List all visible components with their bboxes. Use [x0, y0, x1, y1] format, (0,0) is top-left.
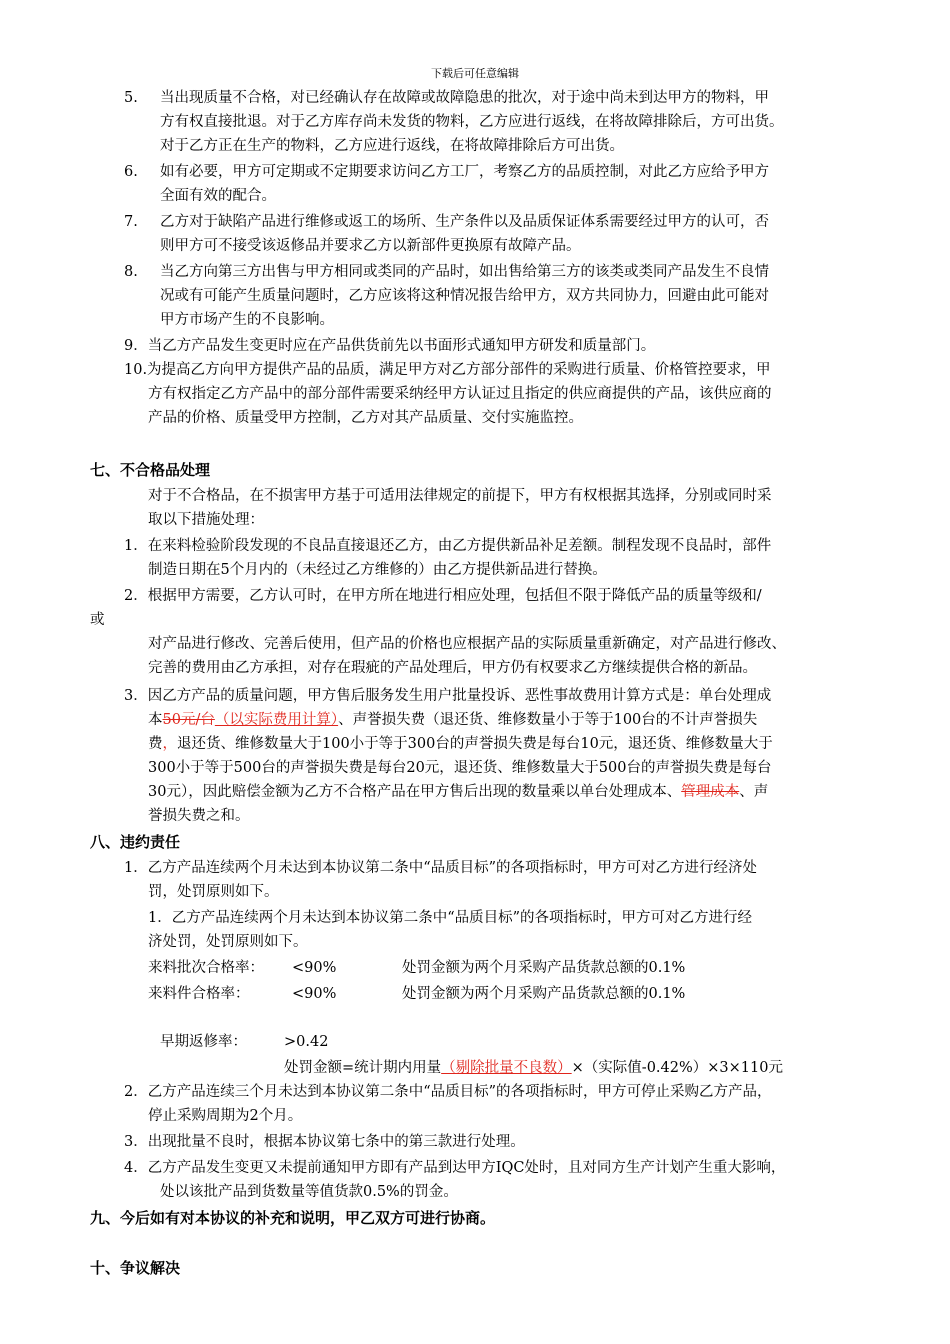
item-5-number: 5. — [124, 90, 138, 106]
rule-1-threshold: <90% — [292, 960, 337, 976]
section-8-item-1-line-2: 罚，处罚原则如下。 — [148, 884, 279, 900]
section-7-item-3-line-2 — [148, 710, 757, 730]
item-10-line-1: 10.为提高乙方向甲方提供产品的品质，满足甲方对乙方部分部件的采购进行质量、价格管控要求，甲 — [124, 362, 771, 378]
item-10-line-2: 方有权指定乙方产品中的部分部件需要采纳经甲方认证过且指定的供应商提供的产品，该供应商的 — [148, 386, 772, 402]
section-8-item-2-line-2: 停止采购周期为2个月。 — [148, 1108, 303, 1124]
section-7-intro-line-2: 取以下措施处理： — [148, 512, 264, 528]
rule-1-penalty: 处罚金额为两个月采购产品货款总额的0.1% — [402, 960, 686, 976]
section-8-item-1b-line-2: 济处罚，处罚原则如下。 — [148, 934, 308, 950]
section-8-item-4-line-2: 处以该批产品到货数量等值货款0.5%的罚金。 — [160, 1184, 458, 1200]
section-7-heading: 七、不合格品处理 — [90, 461, 211, 479]
section-8-item-3: 3．出现批量不良时，根据本协议第七条中的第三款进行处理。 — [124, 1134, 525, 1150]
text-run: ×（实际值-0.42%）×3×110元 — [571, 1060, 783, 1076]
section-9-heading: 九、今后如有对本协议的补充和说明，甲乙双方可进行协商。 — [90, 1209, 496, 1227]
inserted-text: （以实际费用计算） — [214, 712, 339, 728]
section-8-item-1b-line-1: 1．乙方产品连续两个月未达到本协议第二条中“品质目标”的各项指标时，甲方可对乙方进行经 — [148, 910, 753, 926]
section-8-item-1-line-1: 1．乙方产品连续两个月未达到本协议第二条中“品质目标”的各项指标时，甲方可对乙方进行经济处 — [124, 860, 758, 876]
item-8-line-1: 当乙方向第三方出售与甲方相同或类同的产品时，如出售给第三方的该类或类同产品发生不良情 — [160, 264, 769, 280]
section-7-item-3-line-4: 300小于等于500台的声誉损失费是每台20元，退还货、维修数量大于500台的声誉损失费是每台 — [148, 760, 772, 776]
deleted-text: 管理成本 — [681, 784, 740, 800]
item-7-line-2: 则甲方可不接受该返修品并要求乙方以新部件更换原有故障产品。 — [160, 238, 581, 254]
item-6-line-1: 如有必要，甲方可定期或不定期要求访问乙方工厂，考察乙方的品质控制，对此乙方应给予甲方 — [160, 164, 769, 180]
section-7-item-3-line-3 — [148, 734, 773, 754]
rule-1-label: 来料批次合格率： — [148, 960, 264, 976]
text-run: 退还货、维修数量大于100小于等于300台的声誉损失费是每台10元，退还货、维修数量大于 — [177, 736, 773, 752]
section-8-heading: 八、违约责任 — [90, 833, 181, 851]
text-run: 费 — [148, 736, 163, 752]
item-6-line-2: 全面有效的配合。 — [160, 188, 276, 204]
section-7-item-3-line-6: 誉损失费之和。 — [148, 808, 250, 824]
section-7-item-1-line-1: 1．在来料检验阶段发现的不良品直接退还乙方，由乙方提供新品补足差额。制程发现不良品时，部件 — [124, 538, 772, 554]
text-run: 、声 — [739, 784, 769, 800]
item-8-line-2: 况或有可能产生质量问题时，乙方应该将这种情况报告给甲方，双方共同协力，回避由此可能对 — [160, 288, 769, 304]
text-run: 处罚金额=统计期内用量 — [284, 1060, 442, 1076]
item-10-line-3: 产品的价格、质量受甲方控制，乙方对其产品质量、交付实施监控。 — [148, 410, 583, 426]
rule-3-formula — [284, 1058, 783, 1078]
text-run: 、声誉损失费（退还货、维修数量小于等于100台的不计声誉损失 — [338, 712, 758, 728]
section-7-item-3-line-1: 3．因乙方产品的质量问题，甲方售后服务发生用户批量投诉、恶性事故费用计算方式是：单台处理成 — [124, 688, 772, 704]
rule-3-label: 早期返修率： — [160, 1034, 247, 1050]
item-6-number: 6. — [124, 164, 138, 180]
inserted-text: （剔除批量不良数） — [441, 1060, 572, 1076]
text-run: 本 — [148, 712, 163, 728]
item-5-line-3: 对于乙方正在生产的物料，乙方应进行返线，在将故障排除后方可出货。 — [160, 138, 624, 154]
section-7-item-3-line-5 — [148, 782, 768, 802]
item-7-line-1: 乙方对于缺陷产品进行维修或返工的场所、生产条件以及品质保证体系需要经过甲方的认可，否 — [160, 214, 769, 230]
item-8-line-3: 甲方市场产生的不良影响。 — [160, 312, 334, 328]
section-7-item-2-line-3: 对产品进行修改、完善后使用，但产品的价格也应根据产品的实际质量重新确定，对产品进行修改、 — [148, 636, 786, 652]
section-7-item-2-line-4: 完善的费用由乙方承担，对存在瑕疵的产品处理后，甲方仍有权要求乙方继续提供合格的新品。 — [148, 660, 757, 676]
section-8-item-4-line-1: 4．乙方产品发生变更又未提前通知甲方即有产品到达甲方IQC处时，且对同方生产计划产生重大影响， — [124, 1160, 786, 1176]
inserted-text: ， — [162, 736, 177, 752]
item-5-line-2: 方有权直接批退。对于乙方库存尚未发货的物料，乙方应进行返线，在将故障排除后，方可出货。 — [160, 114, 784, 130]
section-7-item-2-line-1: 2．根据甲方需要，乙方认可时，在甲方所在地进行相应处理，包括但不限于降低产品的质量等级和/ — [124, 588, 762, 604]
section-7-intro-line-1: 对于不合格品，在不损害甲方基于可适用法律规定的前提下，甲方有权根据其选择，分别或同时采 — [148, 488, 772, 504]
section-10-heading: 十、争议解决 — [90, 1259, 181, 1277]
deleted-text: 50元/台 — [162, 712, 215, 728]
rule-2-label: 来料件合格率： — [148, 986, 250, 1002]
item-9: 9．当乙方产品发生变更时应在产品供货前先以书面形式通知甲方研发和质量部门。 — [124, 338, 656, 354]
watermark: 下载后可任意编辑 — [431, 67, 519, 80]
section-7-item-2-line-2: 或 — [90, 612, 105, 628]
rule-3-threshold: >0.42 — [284, 1034, 329, 1050]
item-5-line-1: 当出现质量不合格，对已经确认存在故障或故障隐患的批次，对于途中尚未到达甲方的物料，甲 — [160, 90, 769, 106]
text-run: 30元），因此赔偿金额为乙方不合格产品在甲方售后出现的数量乘以单台处理成本、 — [148, 784, 682, 800]
rule-2-penalty: 处罚金额为两个月采购产品货款总额的0.1% — [402, 986, 686, 1002]
item-7-number: 7. — [124, 214, 138, 230]
rule-2-threshold: <90% — [292, 986, 337, 1002]
item-8-number: 8. — [124, 264, 138, 280]
section-8-item-2-line-1: 2．乙方产品连续三个月未达到本协议第二条中“品质目标”的各项指标时，甲方可停止采购乙方产品， — [124, 1084, 772, 1100]
section-7-item-1-line-2: 制造日期在5个月内的（未经过乙方维修的）由乙方提供新品进行替换。 — [148, 562, 607, 578]
